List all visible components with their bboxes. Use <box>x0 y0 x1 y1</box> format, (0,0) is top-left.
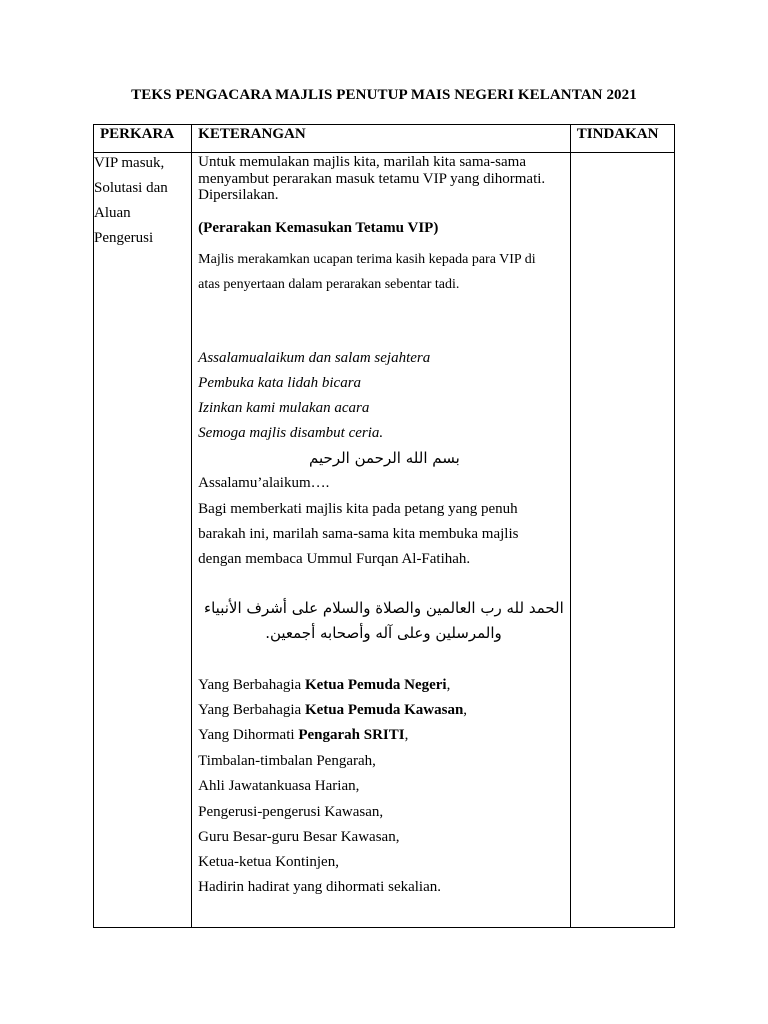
closing-line: Ahli Jawatankuasa Harian, <box>198 778 360 794</box>
hamdalah-line: والمرسلين وعلى آله وأصحابه أجمعين. <box>265 624 502 642</box>
header-perkara: PERKARA <box>94 125 192 153</box>
closing-line: Ketua-ketua Kontinjen, <box>198 854 339 870</box>
table-row <box>94 153 675 928</box>
salutation-line: Yang Dihormati Pengarah SRITI, <box>198 727 409 743</box>
script-table <box>93 124 675 928</box>
perkara-line: Pengerusi <box>94 230 154 246</box>
perkara-line: Solutasi dan <box>94 180 168 196</box>
tindakan-cell <box>570 153 674 928</box>
salam-line: Assalamu’alaikum…. <box>198 475 330 491</box>
intro-line: Dipersilakan. <box>198 187 279 203</box>
hamdalah-line: الحمد لله رب العالمين والصلاة والسلام على أشرف الأنبياء <box>204 599 564 617</box>
header-keterangan: KETERANGAN <box>192 125 571 153</box>
closing-line: Guru Besar-guru Besar Kawasan, <box>198 829 400 845</box>
closing-line: Timbalan-timbalan Pengarah, <box>198 753 376 769</box>
basmalah: بسم الله الرحمن الرحيم <box>309 449 460 467</box>
keterangan-cell <box>192 153 571 928</box>
fatihah-line: barakah ini, marilah sama-sama kita membuka majlis <box>198 526 519 542</box>
pantun-line: Assalamualaikum dan salam sejahtera <box>198 350 431 366</box>
perarakan-heading: (Perarakan Kemasukan Tetamu VIP) <box>198 220 439 236</box>
header-tindakan: TINDAKAN <box>570 125 674 153</box>
pantun-line: Izinkan kami mulakan acara <box>198 400 370 416</box>
intro-line: Untuk memulakan majlis kita, marilah kita sama-sama <box>198 154 526 170</box>
perkara-line: Aluan <box>94 205 131 221</box>
pantun-line: Semoga majlis disambut ceria. <box>198 425 384 441</box>
salutation-line: Yang Berbahagia Ketua Pemuda Negeri, <box>198 677 451 693</box>
intro-line: menyambut perarakan masuk tetamu VIP yang dihormati. <box>198 171 546 187</box>
ucapan-line: atas penyertaan dalam perarakan sebentar tadi. <box>198 277 460 292</box>
fatihah-line: dengan membaca Ummul Furqan Al-Fatihah. <box>198 551 471 567</box>
document-title: TEKS PENGACARA MAJLIS PENUTUP MAIS NEGERI KELANTAN 2021 <box>131 87 637 103</box>
fatihah-line: Bagi memberkati majlis kita pada petang yang penuh <box>198 501 518 517</box>
closing-line: Pengerusi-pengerusi Kawasan, <box>198 804 384 820</box>
salutation-line: Yang Berbahagia Ketua Pemuda Kawasan, <box>198 702 468 718</box>
pantun-line: Pembuka kata lidah bicara <box>198 375 362 391</box>
perkara-line: VIP masuk, <box>94 155 165 171</box>
perkara-cell <box>94 153 192 928</box>
table-header-row <box>94 125 675 153</box>
ucapan-line: Majlis merakamkan ucapan terima kasih kepada para VIP di <box>198 252 536 267</box>
closing-line: Hadirin hadirat yang dihormati sekalian. <box>198 879 441 895</box>
